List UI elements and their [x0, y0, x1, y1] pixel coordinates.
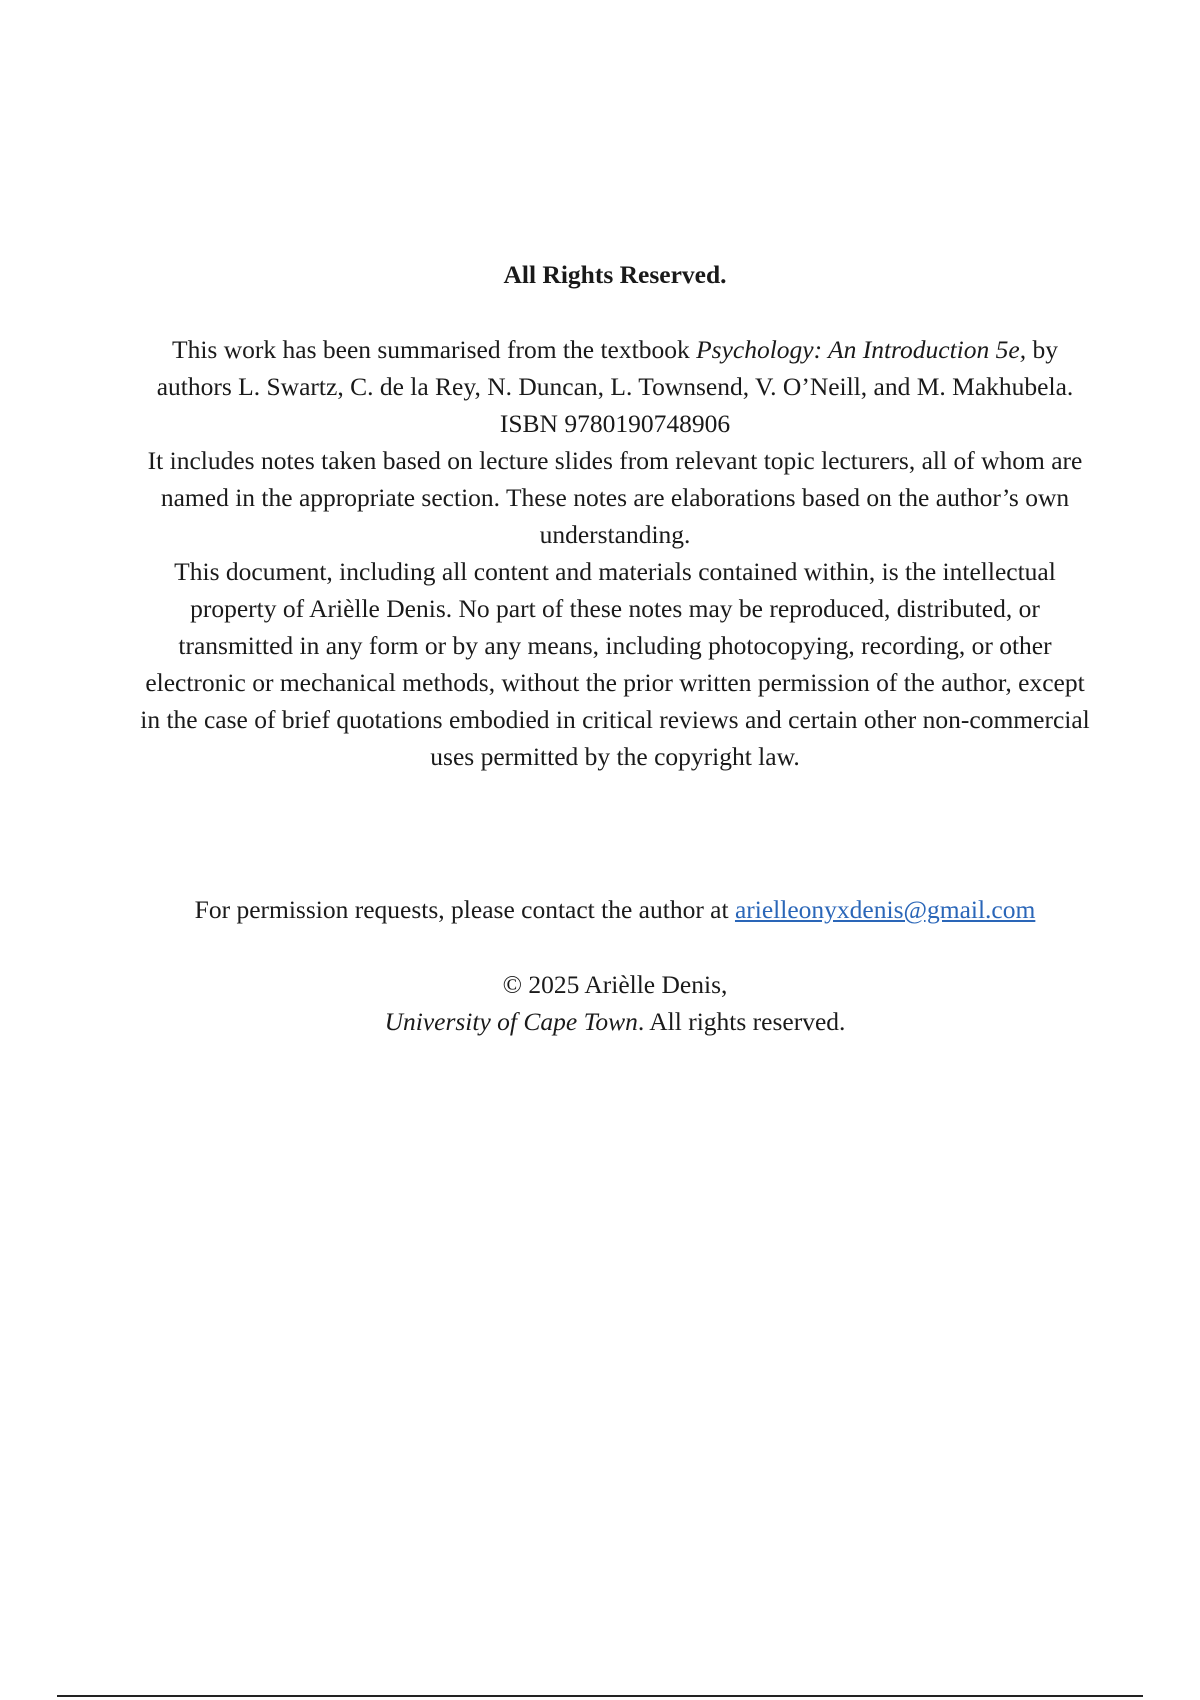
summary-section	[140, 331, 1090, 775]
university-name: University of Cape Town	[384, 1007, 638, 1036]
isbn-line: ISBN 9780190748906	[499, 409, 731, 438]
contact-line	[140, 891, 1090, 928]
lecture-notes-paragraph: It includes notes taken based on lecture slides from relevant topic lecturers, all of whom are named in the appropriate section. These notes are elaborations based on the author’s own understanding.	[147, 446, 1083, 549]
copyright-section	[140, 966, 1090, 1040]
email-link[interactable]: arielleonyxdenis@gmail.com	[734, 895, 1036, 924]
rights-reserved-text: . All rights reserved.	[637, 1007, 846, 1036]
source-intro: This work has been summarised from the textbook	[172, 335, 697, 364]
copyright-line: © 2025 Arièlle Denis,	[502, 970, 728, 999]
footer-divider	[57, 1695, 1143, 1697]
university-line	[140, 1003, 1090, 1040]
contact-text: For permission requests, please contact the author at	[194, 895, 735, 924]
book-title: Psychology: An Introduction 5e,	[696, 335, 1027, 364]
page-heading: All Rights Reserved.	[503, 260, 727, 289]
rights-paragraph: This document, including all content and materials contained within, is the intellectual property of Arièlle Denis. No part of these notes may be reproduced, distributed, or transmitted in any form or by any means, including photocopying, recording, or other electronic or mechanical methods, without the prior written permission of the author, except in the case of brief quotations embodied in critical reviews and certain other non-commercial uses permitted by the copyright law.	[140, 557, 1090, 771]
book-authors: by authors L. Swartz, C. de la Rey, N. Duncan, L. Townsend, V. O’Neill, and M. Makhubela.	[156, 335, 1074, 401]
source-paragraph	[140, 331, 1090, 405]
